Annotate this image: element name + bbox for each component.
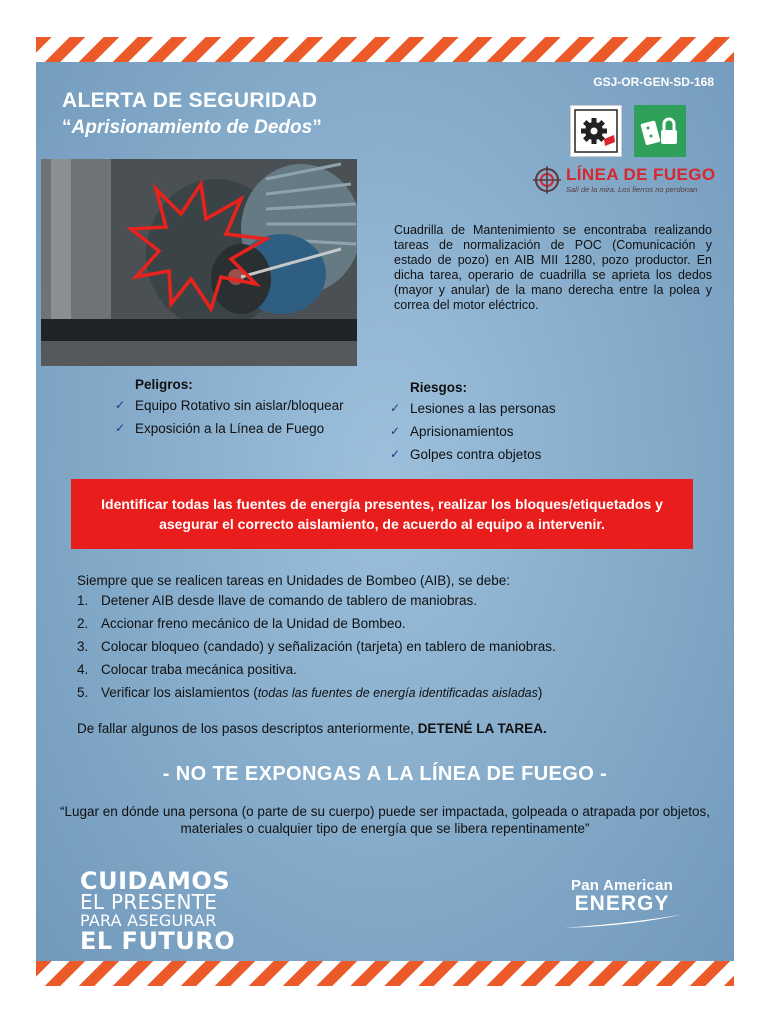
- linea-de-fuego-tagline: Salí de la mira. Los fierros no perdonan: [566, 185, 698, 194]
- alert-title: ALERTA DE SEGURIDAD: [62, 89, 318, 112]
- procedure-step: 3. Colocar bloqueo (candado) y señalización (tarjeta) en tablero de maniobras.: [77, 639, 556, 654]
- peligros-section: [115, 377, 395, 444]
- linea-de-fuego-logo: [532, 165, 722, 197]
- list-item: ✓ Equipo Rotativo sin aislar/bloquear: [115, 398, 344, 413]
- procedure-step: 2. Accionar freno mecánico de la Unidad de Bombeo.: [77, 616, 406, 631]
- linea-de-fuego-title: LÍNEA DE FUEGO: [566, 165, 716, 184]
- hazard-stripe-bottom: [36, 961, 734, 986]
- slogan: CUIDAMOS EL PRESENTE PARA ASEGURAR EL FUTURO: [80, 867, 236, 955]
- padlock-tag-icon: [634, 105, 686, 157]
- document-code: GSJ-OR-GEN-SD-168: [593, 75, 714, 89]
- check-icon: ✓: [390, 447, 401, 461]
- check-icon: ✓: [390, 401, 401, 415]
- incident-photo: [41, 159, 357, 366]
- procedure-step: 1. Detener AIB desde llave de comando de tablero de maniobras.: [77, 593, 477, 608]
- hazard-stripe-top: [36, 37, 734, 62]
- line-of-fire-definition: “Lugar en dónde una persona (o parte de su cuerpo) puede ser impactada, golpeada o atrapada por objetos, materiales o cualquier tipo de energía que se libera repentinamente”: [60, 804, 710, 836]
- riesgos-section: [390, 380, 670, 470]
- check-icon: ✓: [115, 421, 126, 435]
- list-item: ✓ Golpes contra objetos: [390, 447, 542, 462]
- riesgos-title: Riesgos:: [410, 380, 468, 395]
- procedure-steps: [77, 589, 697, 704]
- list-item: ✓ Exposición a la Línea de Fuego: [115, 421, 325, 436]
- swoosh-icon: [552, 914, 692, 930]
- stop-task-warning: De fallar algunos de los pasos descriptos anteriormente, DETENÉ LA TAREA.: [77, 721, 547, 736]
- list-item: ✓ Lesiones a las personas: [390, 401, 556, 416]
- procedure-intro: Siempre que se realicen tareas en Unidades de Bombeo (AIB), se debe:: [77, 573, 511, 588]
- safety-alert-poster: [36, 37, 734, 986]
- crosshair-icon: [532, 165, 562, 195]
- alert-subtitle: “Aprisionamiento de Dedos”: [62, 117, 322, 138]
- incident-description: Cuadrilla de Mantenimiento se encontraba realizando tareas de normalización de POC (Comunicación y estado de pozo) en AIB MII 1280, pozo productor. En dicha tarea, operario de cuadrilla se aprieta los dedos (mayor y anular) de la mano derecha entre la polea y correa del motor eléctrico.: [394, 223, 712, 312]
- procedure-step: 5. Verificar los aislamientos (todas las fuentes de energía identificadas aisladas): [77, 685, 543, 700]
- list-item: ✓ Aprisionamientos: [390, 424, 514, 439]
- energy-isolation-alert: Identificar todas las fuentes de energía presentes, realizar los bloques/etiquetados y asegurar el correcto aislamiento, de acuerdo al equipo a intervenir.: [71, 479, 693, 549]
- check-icon: ✓: [390, 424, 401, 438]
- check-icon: ✓: [115, 398, 126, 412]
- procedure-step: 4. Colocar traba mecánica positiva.: [77, 662, 297, 677]
- pan-american-energy-logo: Pan American ENERGY: [552, 877, 692, 937]
- line-of-fire-headline: - NO TE EXPONGAS A LA LÍNEA DE FUEGO -: [162, 763, 608, 785]
- gear-hand-icon: [570, 105, 622, 157]
- peligros-title: Peligros:: [135, 377, 193, 392]
